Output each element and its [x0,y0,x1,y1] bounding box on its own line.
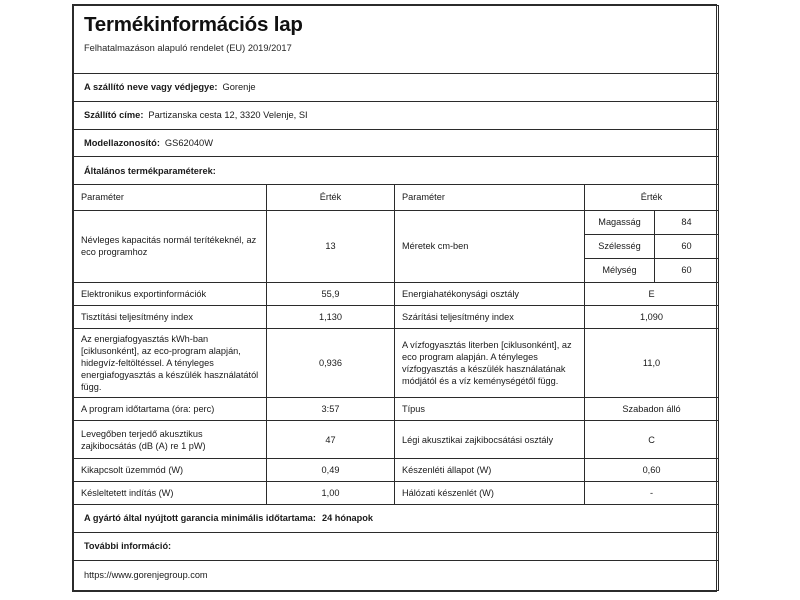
supplier-name-value: Gorenje [222,81,256,92]
network-standby-param: Hálózati készenlét (W) [395,482,585,505]
delayedstart-networkstandby-row [74,482,719,505]
airborne-noise-param: Levegőben terjedő akusztikus zajkibocsátás (dB (A) re 1 pW) [74,421,267,459]
supplier-address-label: Szállító címe: [84,109,144,120]
dimension-height-label: Magasság [585,210,655,234]
dimension-width-value: 60 [655,234,719,258]
dimensions-param: Méretek cm-ben [395,210,585,282]
standby-param: Készenléti állapot (W) [395,459,585,482]
duration-type-row [74,398,719,421]
energy-class-param: Energiahatékonysági osztály [395,282,585,305]
capacity-param: Névleges kapacitás normál terítékeknél, az eco programhoz [74,210,267,282]
dimension-depth-label: Mélység [585,258,655,282]
type-value: Szabadon álló [585,398,719,421]
energy-consumption-value: 0,936 [267,328,395,398]
drying-index-value: 1,090 [585,305,719,328]
model-row [74,129,719,157]
table-header-row [74,185,719,210]
program-duration-value: 3:57 [267,398,395,421]
general-params-section-row [74,157,719,185]
capacity-dimensions-row-1 [74,210,719,234]
title-cell [74,6,719,74]
delayed-start-param: Késleltetett indítás (W) [74,482,267,505]
product-information-sheet [72,4,717,592]
off-mode-param: Kikapcsolt üzemmód (W) [74,459,267,482]
model-label: Modellazonosító: [84,137,160,148]
eei-energyclass-row [74,282,719,305]
cleaning-index-value: 1,130 [267,305,395,328]
supplier-name-label: A szállító neve vagy védjegye: [84,81,218,92]
noise-row [74,421,719,459]
consumption-row [74,328,719,398]
model-cell [74,129,719,157]
water-consumption-value: 11,0 [585,328,719,398]
eei-param: Elektronikus exportinformációk [74,282,267,305]
page-subtitle: Felhatalmazáson alapuló rendelet (EU) 2019/2017 [84,42,292,53]
standby-value: 0,60 [585,459,719,482]
capacity-value: 13 [267,210,395,282]
product-fiche-table [73,5,719,591]
header-value-right: Érték [585,185,719,210]
airborne-noise-value: 47 [267,421,395,459]
warranty-label: A gyártó által nyújtott garancia minimális időtartama: [84,513,316,524]
supplier-address-row [74,101,719,129]
title-row [74,6,719,74]
off-mode-value: 0,49 [267,459,395,482]
delayed-start-value: 1,00 [267,482,395,505]
network-standby-value: - [585,482,719,505]
page-title: Termékinformációs lap [84,13,303,36]
eei-value: 55,9 [267,282,395,305]
noise-class-param: Légi akusztikai zajkibocsátási osztály [395,421,585,459]
offmode-standby-row [74,459,719,482]
url-row [74,560,719,590]
dimension-width-label: Szélesség [585,234,655,258]
warranty-row [74,505,719,533]
water-consumption-param: A vízfogyasztás literben [ciklusonként], az eco program alapján. A tényleges vízfogyasztás a készülék használatának módjától és a víz keménységétől függ. [395,328,585,398]
header-param-right: Paraméter [395,185,585,210]
dimension-height-value: 84 [655,210,719,234]
warranty-cell [74,505,719,533]
cleaning-index-param: Tisztítási teljesítmény index [74,305,267,328]
more-info-label: További információ: [74,532,719,560]
energy-class-value: E [585,282,719,305]
header-param-left: Paraméter [74,185,267,210]
noise-class-value: C [585,421,719,459]
supplier-address-value: Partizanska cesta 12, 3320 Velenje, SI [148,109,308,120]
supplier-address-cell [74,101,719,129]
model-value: GS62040W [164,137,213,148]
energy-consumption-param: Az energiafogyasztás kWh-ban [ciklusonként], az eco-program alapján, hidegvíz-feltöltéssel. A tényleges energiafogyasztás a készülék használatától függ. [74,328,267,398]
more-info-row [74,532,719,560]
drying-index-param: Szárítási teljesítmény index [395,305,585,328]
program-duration-param: A program időtartama (óra: perc) [74,398,267,421]
general-params-heading: Általános termékparaméterek: [74,157,719,185]
warranty-value: 24 hónapok [321,513,374,524]
manufacturer-website-link[interactable]: https://www.gorenjegroup.com [74,560,719,590]
supplier-name-row [74,73,719,101]
header-value-left: Érték [267,185,395,210]
type-param: Típus [395,398,585,421]
dimension-depth-value: 60 [655,258,719,282]
cleaning-drying-index-row [74,305,719,328]
supplier-name-cell [74,73,719,101]
